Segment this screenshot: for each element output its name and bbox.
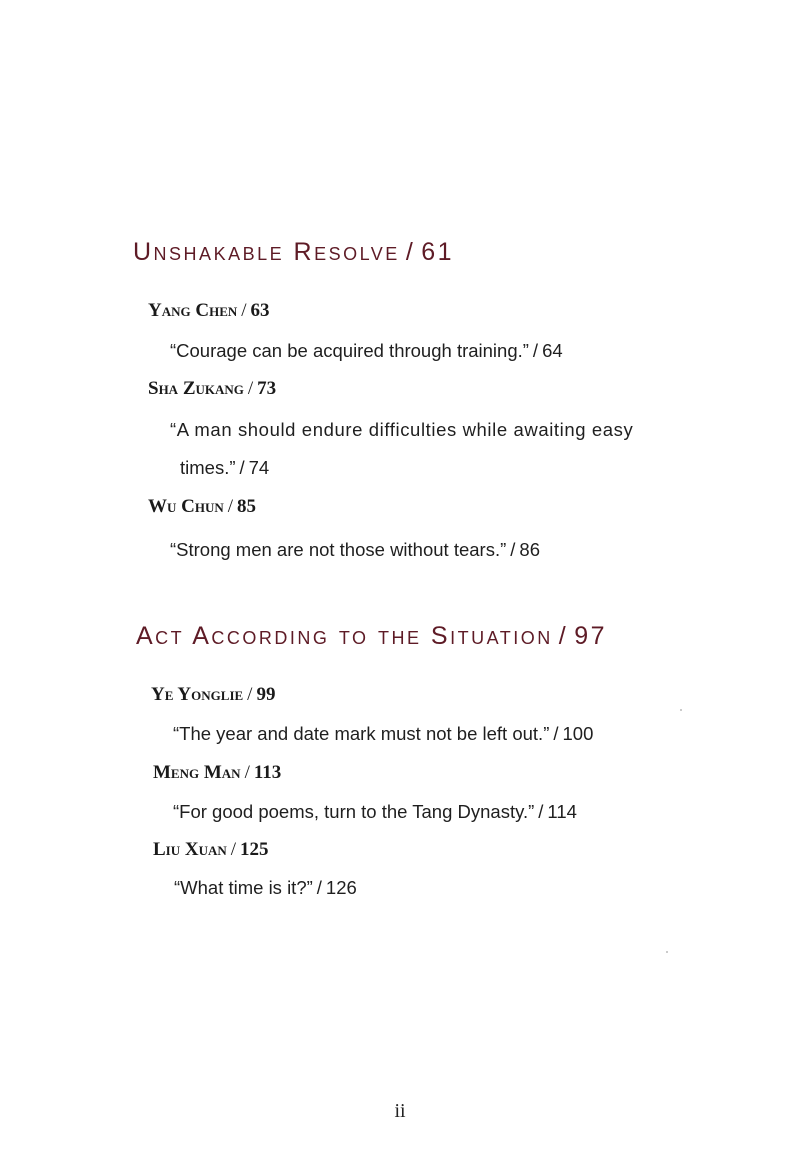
entry-page-number: 125	[240, 839, 269, 860]
person-name: Liu Xuan	[153, 839, 227, 860]
separator: /	[510, 539, 516, 560]
section-title-text: Act According to the Situation	[136, 622, 553, 650]
separator: /	[247, 684, 253, 705]
separator: /	[532, 340, 539, 361]
person-name: Yang Chen	[148, 300, 238, 321]
toc-entry-quote	[174, 877, 357, 899]
entry-page-number: 85	[237, 496, 257, 517]
toc-entry-quote	[173, 723, 593, 745]
toc-entry-name	[153, 839, 269, 861]
entry-page-number: 99	[256, 684, 276, 705]
toc-entry-name	[148, 378, 276, 400]
quote-page-number: 126	[325, 877, 357, 898]
separator: /	[241, 300, 247, 321]
toc-entry-quote	[170, 539, 540, 561]
toc-entry-quote	[170, 340, 563, 362]
section-title	[133, 238, 454, 267]
separator: /	[227, 496, 234, 517]
quote-text: “What time is it?”	[174, 877, 313, 898]
separator: /	[247, 378, 254, 399]
quote-page-number: 74	[248, 457, 270, 478]
separator: /	[558, 622, 569, 650]
toc-entry-name	[151, 684, 275, 706]
quote-page-number: 86	[519, 539, 540, 560]
quote-text: “For good poems, turn to the Tang Dynasty.”	[173, 801, 535, 822]
section-title	[136, 622, 607, 651]
toc-entry-name	[153, 762, 281, 784]
quote-text-line-2: times.”	[180, 457, 236, 478]
separator: /	[239, 457, 245, 478]
scan-speck	[680, 709, 682, 711]
separator: /	[538, 801, 544, 822]
separator: /	[244, 762, 250, 783]
toc-entry-name	[148, 300, 270, 322]
quote-text: “The year and date mark must not be left out.”	[173, 723, 550, 744]
person-name: Meng Man	[153, 762, 241, 783]
quote-text-line-1: “A man should endure difficulties while awaiting easy	[170, 419, 634, 440]
quote-page-number: 114	[547, 801, 577, 822]
quote-text: “Strong men are not those without tears.”	[170, 539, 507, 560]
toc-entry-quote-continued	[180, 457, 269, 479]
separator: /	[405, 238, 416, 266]
scan-speck	[666, 951, 668, 953]
person-name: Ye Yonglie	[151, 684, 244, 705]
entry-page-number: 113	[253, 762, 282, 783]
section-page-number: 97	[574, 622, 608, 650]
entry-page-number: 73	[257, 378, 277, 399]
quote-page-number: 64	[542, 340, 563, 361]
separator: /	[316, 877, 322, 898]
separator: /	[230, 839, 237, 860]
section-title-text: Unshakable Resolve	[133, 238, 400, 266]
separator: /	[553, 723, 559, 744]
page-folio: ii	[394, 1100, 406, 1122]
quote-text: “Courage can be acquired through training.”	[170, 340, 529, 361]
toc-entry-quote	[173, 801, 577, 823]
entry-page-number: 63	[250, 300, 270, 321]
toc-entry-name	[148, 496, 256, 518]
section-page-number: 61	[421, 238, 455, 266]
person-name: Sha Zukang	[148, 378, 244, 399]
quote-page-number: 100	[562, 723, 594, 744]
toc-entry-quote	[170, 419, 633, 441]
person-name: Wu Chun	[148, 496, 224, 517]
